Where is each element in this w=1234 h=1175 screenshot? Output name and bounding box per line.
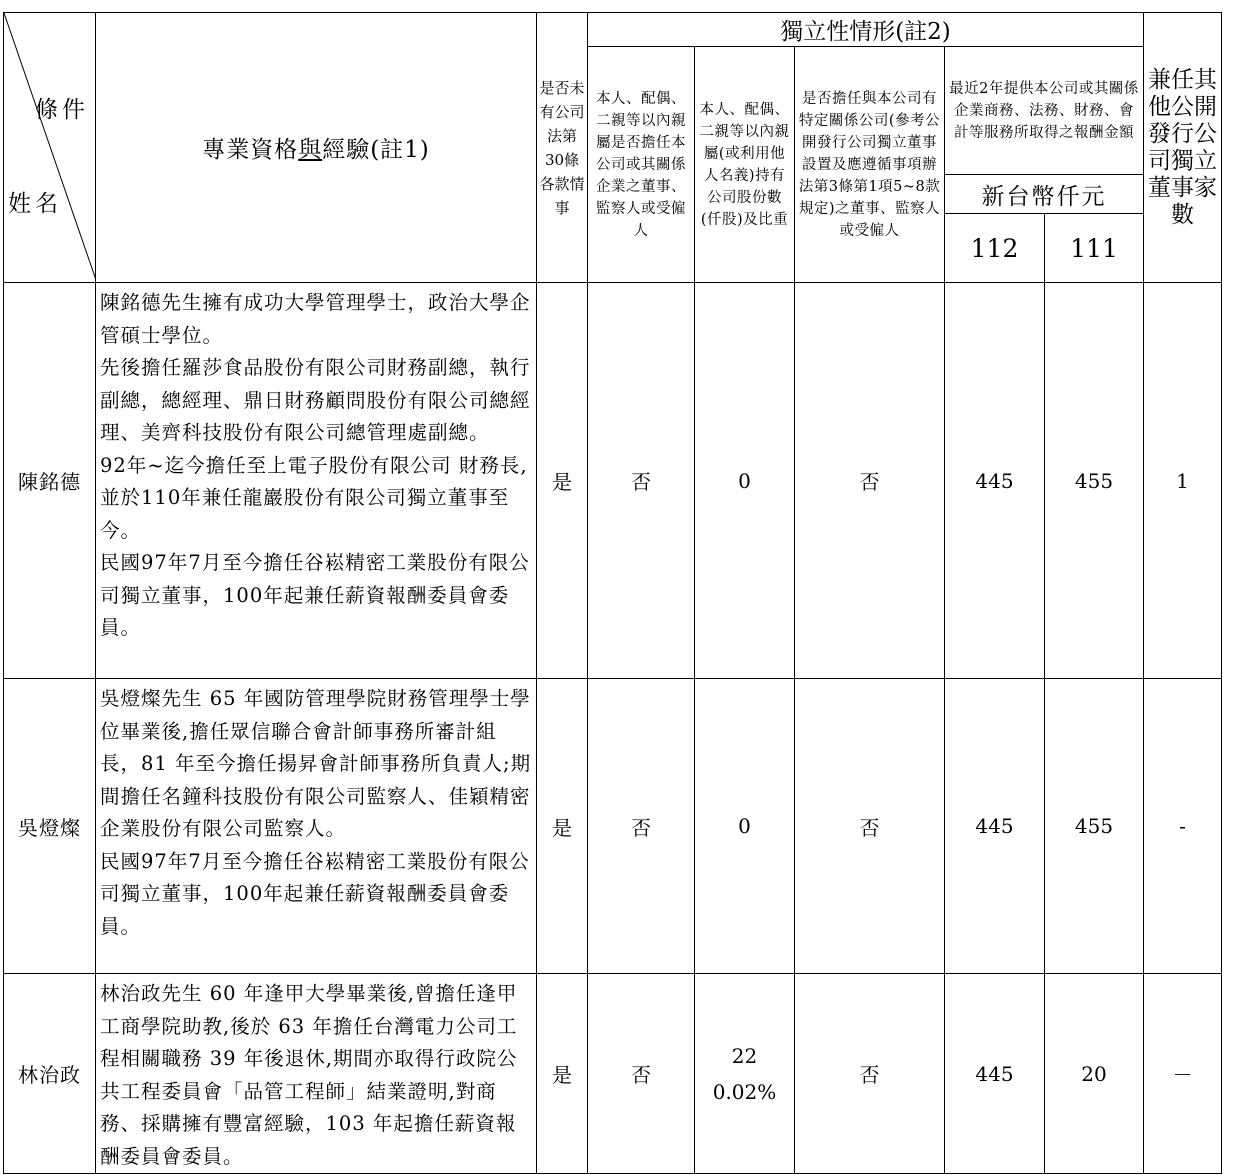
- director-name: 吳燈燦: [4, 679, 96, 974]
- shares-header: 本人、配偶、二親等以內親屬(或利用他人名義)持有公司股份數(仟股)及比重: [695, 47, 795, 283]
- specific-relation-value: 否: [795, 974, 945, 1174]
- independent-director-table-wrapper: [3, 12, 1222, 1174]
- independent-director-table: [3, 12, 1222, 1174]
- table-row: [4, 679, 1222, 974]
- remuneration-111-value: 20: [1045, 974, 1144, 1174]
- relatives-director-header: 本人、配偶、二親等以內親屬是否擔任本公司或其關係企業之董事、監察人或受僱人: [588, 47, 695, 283]
- other-companies-value: 1: [1144, 283, 1222, 679]
- art30-value: 是: [537, 974, 588, 1174]
- remuneration-header: 最近2年提供本公司或其關係企業商務、法務、財務、會計等服務所取得之報酬金額: [945, 47, 1144, 175]
- condition-label: 條件: [35, 97, 89, 123]
- remuneration-111-value: 455: [1045, 679, 1144, 974]
- relatives-director-value: 否: [588, 283, 695, 679]
- director-name: 林治政: [4, 974, 96, 1174]
- shares-value: 0: [695, 679, 795, 974]
- year-112: 112: [945, 214, 1045, 283]
- shares-ratio: 0.02%: [712, 1079, 777, 1104]
- art30-header: 是否未有公司法第30條各款情事: [537, 13, 588, 283]
- shares-value: 0: [695, 283, 795, 679]
- specific-relation-value: 否: [795, 283, 945, 679]
- art30-value: 是: [537, 283, 588, 679]
- remuneration-112-value: 445: [945, 283, 1045, 679]
- shares-count: 22: [731, 1043, 758, 1068]
- table-row: [4, 283, 1222, 679]
- relatives-director-value: 否: [588, 974, 695, 1174]
- remuneration-111-value: 455: [1045, 283, 1144, 679]
- shares-value: [695, 974, 795, 1174]
- unit-label: 新台幣仟元: [945, 175, 1144, 214]
- director-qualification: 陳銘德先生擁有成功大學管理學士，政治大學企管碩士學位。 先後擔任羅莎食品股份有限公司財務副總，執行副總，總經理、鼎日財務顧問股份有限公司總經理、美齊科技股份有限公司總管理處副總。 92年~迄今擔任至上電子股份有限公司 財務長, 並於110年兼任龍巖股份有限公司獨立董事至今。 民國97年7月至今擔任谷崧精密工業股份有限公司獨立董事，100年起兼任薪資報酬委員會委員。: [96, 283, 537, 679]
- table-row: [4, 974, 1222, 1174]
- other-companies-header: 兼任其他公開發行公司獨立董事家數: [1144, 13, 1222, 283]
- qualification-header: 專業資格與經驗(註1): [96, 13, 537, 283]
- director-name: 陳銘德: [4, 283, 96, 679]
- condition-name-header: [4, 13, 96, 283]
- independence-title: 獨立性情形(註2): [588, 13, 1144, 47]
- director-qualification: 林治政先生 60 年逢甲大學畢業後,曾擔任逢甲工商學院助教,後於 63 年擔任台灣電力公司工程相關職務 39 年後退休,期間亦取得行政院公共工程委員會「品管工程師」結業證明,對商務、採購擁有豐富經驗，103 年起擔任薪資報酬委員會委員。: [96, 974, 537, 1174]
- diagonal-line: [4, 13, 96, 280]
- specific-relation-header: 是否擔任與本公司有特定關係公司(參考公開發行公司獨立董事設置及應遵循事項辦法第3條第1項5~8款規定)之董事、監察人或受僱人: [795, 47, 945, 283]
- relatives-director-value: 否: [588, 679, 695, 974]
- other-companies-value: -: [1144, 679, 1222, 974]
- remuneration-112-value: 445: [945, 974, 1045, 1174]
- specific-relation-value: 否: [795, 679, 945, 974]
- year-111: 111: [1045, 214, 1144, 283]
- director-qualification: 吳燈燦先生 65 年國防管理學院財務管理學士學位畢業後,擔任眾信聯合會計師事務所審計組長，81 年至今擔任揚昇會計師事務所負責人;期間擔任名鐘科技股份有限公司監察人、佳穎精密企業股份有限公司監察人。 民國97年7月至今擔任谷崧精密工業股份有限公司獨立董事，100年起兼任薪資報酬委員會委員。: [96, 679, 537, 974]
- art30-value: 是: [537, 679, 588, 974]
- name-label: 姓名: [8, 191, 62, 217]
- remuneration-112-value: 445: [945, 679, 1045, 974]
- other-companies-value: －: [1144, 974, 1222, 1174]
